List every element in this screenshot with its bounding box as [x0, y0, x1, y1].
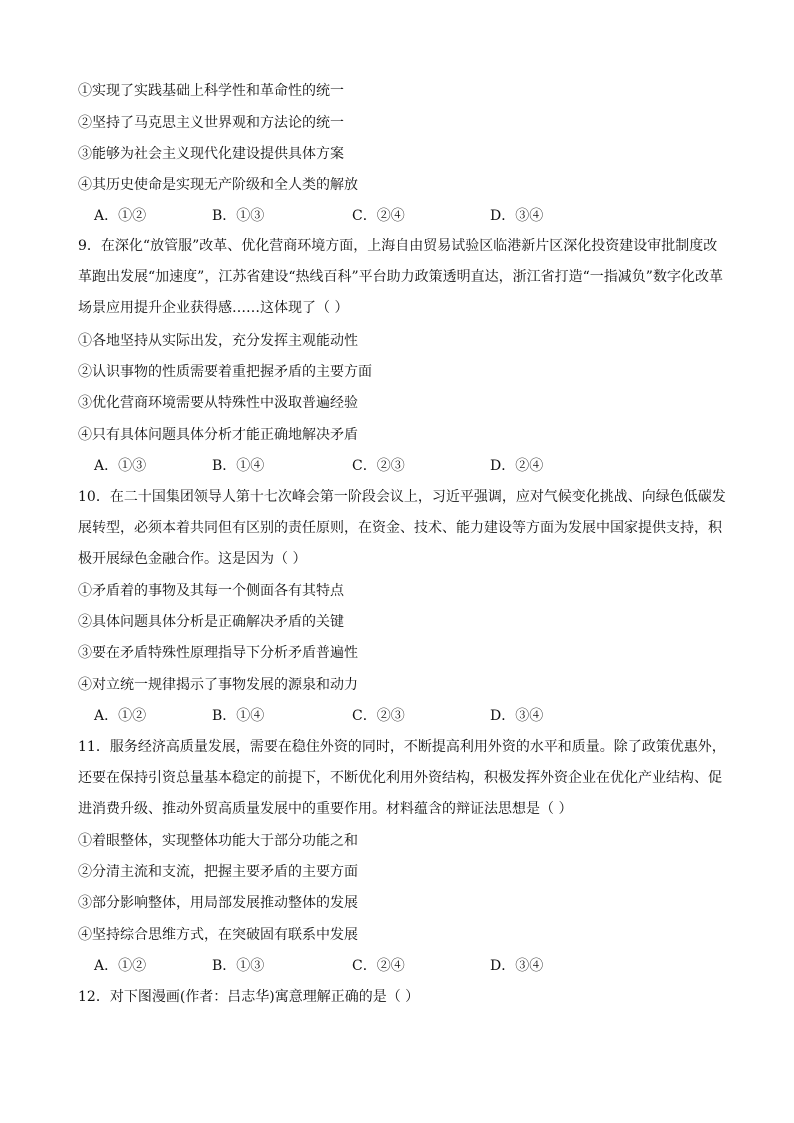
prev-item-4: ④其历史使命是实现无产阶级和全人类的解放 — [78, 177, 358, 193]
q9-option-b: B．①④ — [212, 458, 265, 474]
prev-item-2: ②坚持了马克思主义世界观和方法论的统一 — [78, 115, 344, 131]
prev-option-d: D．③④ — [490, 208, 544, 224]
q9-item-3: ③优化营商环境需要从特殊性中汲取普遍经验 — [78, 395, 358, 411]
q11-stem: 11．服务经济高质量发展，需要在稳住外资的同时，不断提高利用外资的水平和质量。除了政策优惠外，还要在保持引资总量基本稳定的前提下，不断优化利用外资结构，积极发挥外资企业在优化产业结构、促进消费升级、推动外贸高质量发展中的重要作用。材料蕴含的辩证法思想是（ ） — [78, 739, 726, 817]
q11-option-b: B．①③ — [212, 958, 265, 974]
q9-option-c: C．②③ — [352, 458, 405, 474]
q11-options — [94, 957, 734, 975]
q9-option-a: A．①③ — [94, 458, 147, 474]
q12-stem: 12．对下图漫画(作者：吕志华)寓意理解正确的是（ ） — [78, 989, 420, 1005]
q9-options — [94, 457, 734, 475]
q10-item-3: ③要在矛盾特殊性原理指导下分析矛盾普遍性 — [78, 645, 358, 661]
prev-options — [94, 207, 734, 225]
q9-stem: 9．在深化“放管服”改革、优化营商环境方面，上海自由贸易试验区临港新片区深化投资建设审批制度改革跑出发展“加速度”，江苏省建设“热线百科”平台助力政策透明直达，浙江省打造“一指减负”数字化改革场景应用提升企业获得感……这体现了（ ） — [78, 238, 723, 316]
q10-option-d: D．③④ — [490, 708, 544, 724]
q9-item-4: ④只有具体问题具体分析才能正确地解决矛盾 — [78, 427, 358, 443]
q11-option-a: A．①② — [94, 958, 147, 974]
q10-option-a: A．①② — [94, 708, 147, 724]
q10-options — [94, 707, 734, 725]
q11-item-4: ④坚持综合思维方式，在突破固有联系中发展 — [78, 927, 358, 943]
q10-stem: 10．在二十国集团领导人第十七次峰会第一阶段会议上，习近平强调，应对气候变化挑战、向绿色低碳发展转型，必须本着共同但有区别的责任原则，在资金、技术、能力建设等方面为发展中国家提供支持，积极开展绿色金融合作。这是因为（ ） — [78, 489, 726, 567]
q11-item-1: ①着眼整体，实现整体功能大于部分功能之和 — [78, 833, 358, 849]
q9-option-d: D．②④ — [490, 458, 544, 474]
prev-option-a: A．①② — [94, 208, 147, 224]
q10-item-1: ①矛盾着的事物及其每一个侧面各有其特点 — [78, 583, 344, 599]
q9-item-2: ②认识事物的性质需要着重把握矛盾的主要方面 — [78, 364, 372, 380]
q10-item-4: ④对立统一规律揭示了事物发展的源泉和动力 — [78, 677, 358, 693]
prev-option-b: B．①③ — [212, 208, 265, 224]
q11-item-3: ③部分影响整体，用局部发展推动整体的发展 — [78, 895, 358, 911]
prev-item-1: ①实现了实践基础上科学性和革命性的统一 — [78, 83, 344, 99]
q9-item-1: ①各地坚持从实际出发，充分发挥主观能动性 — [78, 333, 358, 349]
q11-option-c: C．②④ — [352, 958, 405, 974]
q11-option-d: D．③④ — [490, 958, 544, 974]
q10-item-2: ②具体问题具体分析是正确解决矛盾的关键 — [78, 614, 344, 630]
prev-option-c: C．②④ — [352, 208, 405, 224]
q10-option-c: C．②③ — [352, 708, 405, 724]
q10-option-b: B．①④ — [212, 708, 265, 724]
q11-item-2: ②分清主流和支流，把握主要矛盾的主要方面 — [78, 864, 358, 880]
prev-item-3: ③能够为社会主义现代化建设提供具体方案 — [78, 146, 344, 162]
